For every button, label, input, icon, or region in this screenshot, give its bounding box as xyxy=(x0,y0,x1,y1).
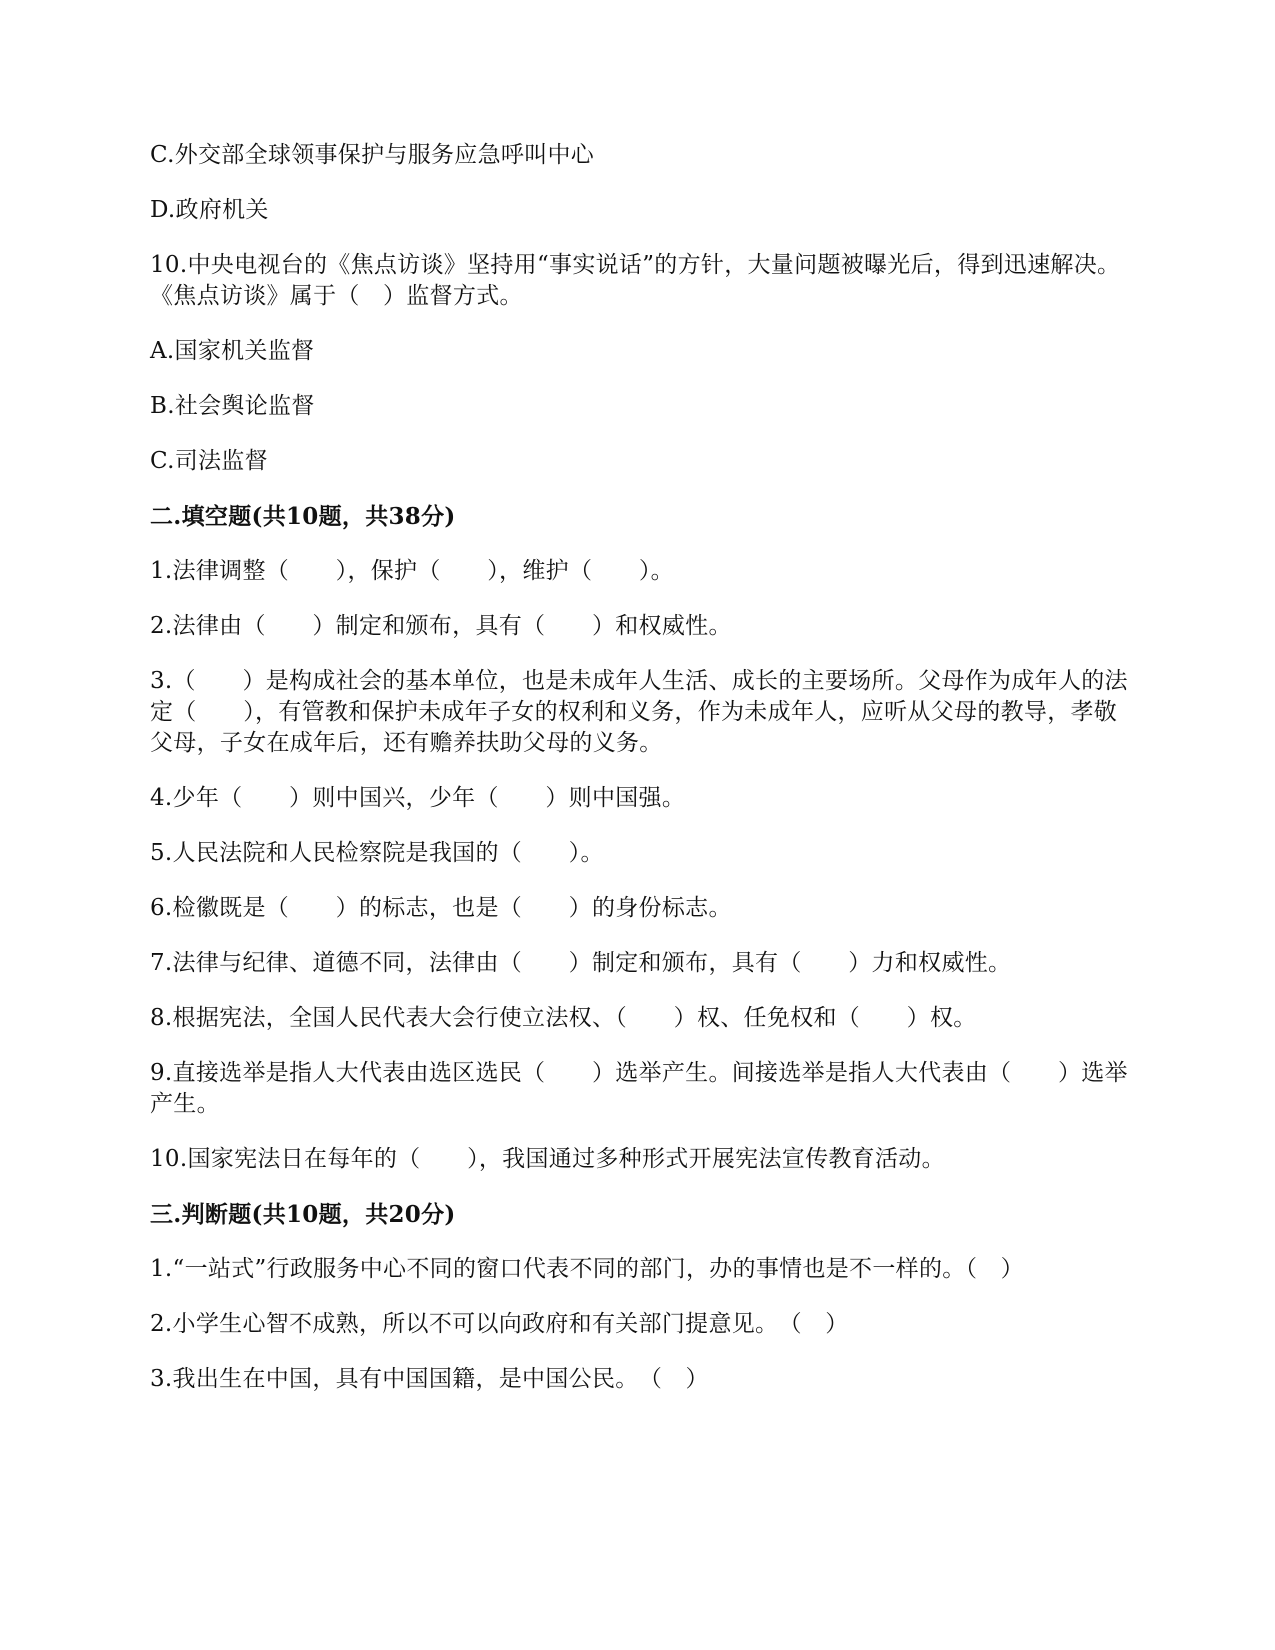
document-page xyxy=(150,140,1130,1419)
q10-option-c: C.司法监督 xyxy=(150,448,268,474)
section2-heading: 二.填空题(共10题，共38分) xyxy=(150,503,456,530)
section3-heading: 三.判断题(共10题，共20分) xyxy=(150,1201,456,1228)
fill-question-8: 8.根据宪法，全国人民代表大会行使立法权、（ ）权、任免权和（ ）权。 xyxy=(150,1005,977,1031)
fill-question-7: 7.法律与纪律、道德不同，法律由（ ）制定和颁布，具有（ ）力和权威性。 xyxy=(150,950,1012,976)
fill-question-4: 4.少年（ ）则中国兴，少年（ ）则中国强。 xyxy=(150,785,686,811)
fill-question-10: 10.国家宪法日在每年的（ ），我国通过多种形式开展宪法宣传教育活动。 xyxy=(150,1146,945,1172)
judge-question-1: 1.“一站式”行政服务中心不同的窗口代表不同的部门，办的事情也是不一样的。（ ） xyxy=(150,1256,1024,1282)
q10-option-a: A.国家机关监督 xyxy=(150,338,315,364)
fill-question-6: 6.检徽既是（ ）的标志，也是（ ）的身份标志。 xyxy=(150,895,732,921)
judge-question-2: 2.小学生心智不成熟，所以不可以向政府和有关部门提意见。 （ ） xyxy=(150,1311,849,1337)
fill-question-5: 5.人民法院和人民检察院是我国的（ ）。 xyxy=(150,840,604,866)
q9-option-c: C.外交部全球领事保护与服务应急呼叫中心 xyxy=(150,142,595,168)
q10-text: 10.中央电视台的《焦点访谈》坚持用“事实说话”的方针，大量问题被曝光后，得到迅速解决。《焦点访谈》属于（ ）监督方式。 xyxy=(150,252,1121,309)
fill-question-1: 1.法律调整（ ），保护（ ），维护（ ）。 xyxy=(150,558,674,584)
fill-question-2: 2.法律由（ ）制定和颁布，具有（ ）和权威性。 xyxy=(150,613,732,639)
q9-option-d: D.政府机关 xyxy=(150,197,269,223)
q10-option-b: B.社会舆论监督 xyxy=(150,393,315,419)
fill-question-9: 9.直接选举是指人大代表由选区选民（ ）选举产生。间接选举是指人大代表由（ ）选举产生。 xyxy=(150,1060,1128,1117)
judge-question-3: 3.我出生在中国，具有中国国籍，是中国公民。 （ ） xyxy=(150,1366,709,1392)
fill-question-3: 3.（ ）是构成社会的基本单位，也是未成年人生活、成长的主要场所。父母作为成年人的法定（ ），有管教和保护未成年子女的权利和义务，作为未成年人，应听从父母的教导，孝敬父母，子女在成年后，还有赡养扶助父母的义务。 xyxy=(150,668,1128,756)
